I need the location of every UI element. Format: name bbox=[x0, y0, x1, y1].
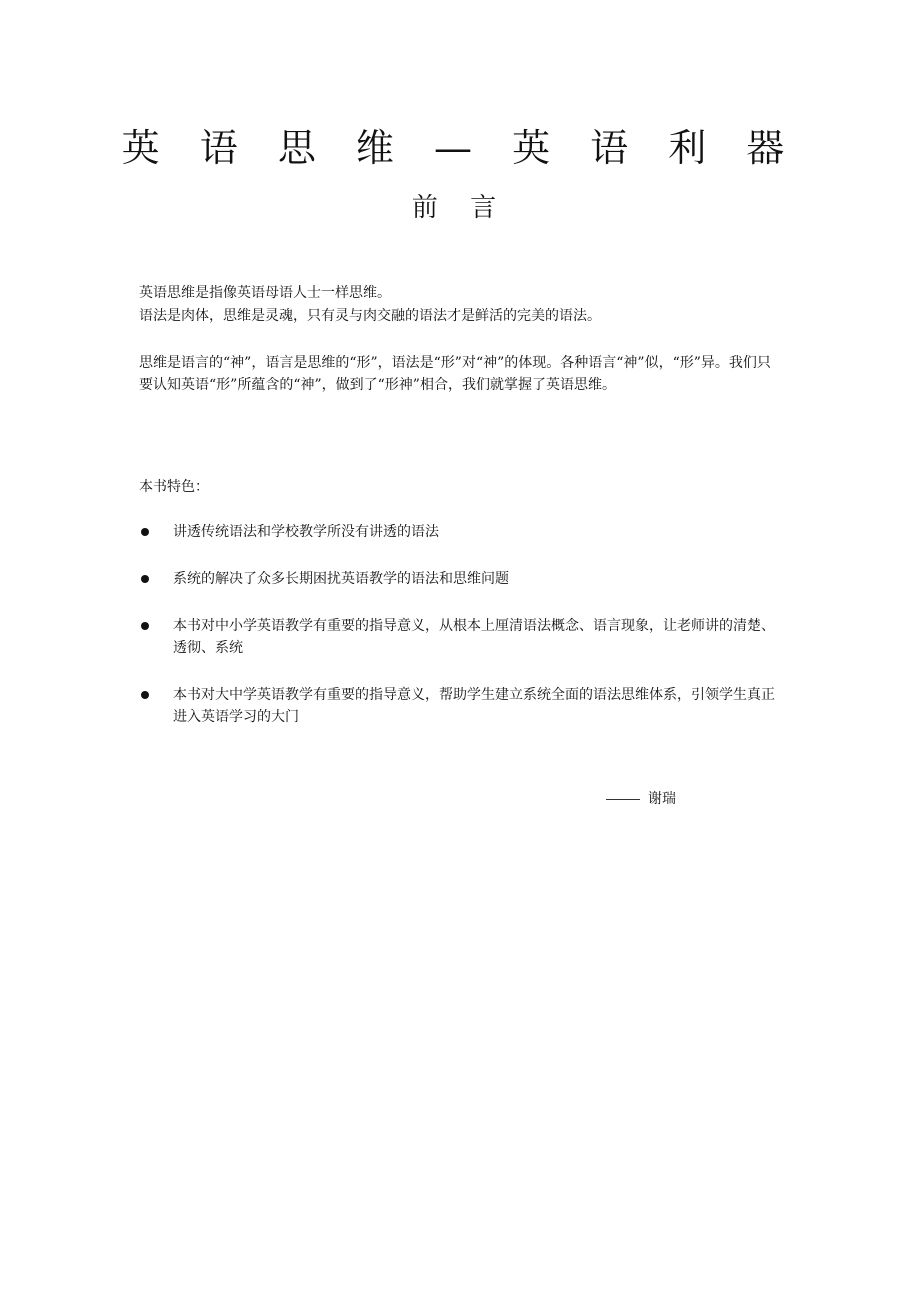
feature-text: 本书对中小学英语教学有重要的指导意义，从根本上厘清语法概念、语言现象，让老师讲的清楚、透彻、系统 bbox=[173, 618, 775, 656]
preface-heading: 前 言 bbox=[411, 193, 509, 223]
signature-dash bbox=[606, 799, 640, 800]
feature-text: 讲透传统语法和学校教学所没有讲透的语法 bbox=[173, 524, 439, 540]
intro-line-1: 英语思维是指像英语母语人士一样思维。 bbox=[139, 285, 391, 301]
intro-line-2: 语法是肉体，思维是灵魂，只有灵与肉交融的语法才是鲜活的完美的语法。 bbox=[139, 308, 601, 324]
bullet-icon bbox=[141, 622, 149, 630]
list-item bbox=[139, 568, 784, 590]
bullet-icon bbox=[141, 575, 149, 583]
author-signature bbox=[606, 788, 676, 810]
bullet-icon bbox=[141, 691, 149, 699]
list-item bbox=[139, 684, 784, 728]
intro-paragraph-2: 思维是语言的“神”，语言是思维的“形”，语法是“形”对“神”的体现。各种语言“神”似，“形”异。我们只要认知英语“形”所蕴含的“神”，做到了“形神”相合，我们就掌握了英语思维。 bbox=[139, 355, 771, 393]
bullet-icon bbox=[141, 528, 149, 536]
feature-text: 本书对大中学英语教学有重要的指导意义，帮助学生建立系统全面的语法思维体系，引领学生真正进入英语学习的大门 bbox=[173, 687, 775, 725]
features-heading: 本书特色： bbox=[139, 479, 209, 495]
features-list bbox=[139, 521, 784, 728]
list-item bbox=[139, 521, 784, 543]
author-name: 谢瑞 bbox=[648, 791, 676, 807]
document-title: 英 语 思 维 — 英 语 利 器 bbox=[121, 126, 799, 170]
list-item bbox=[139, 615, 784, 659]
feature-text: 系统的解决了众多长期困扰英语教学的语法和思维问题 bbox=[173, 571, 509, 587]
